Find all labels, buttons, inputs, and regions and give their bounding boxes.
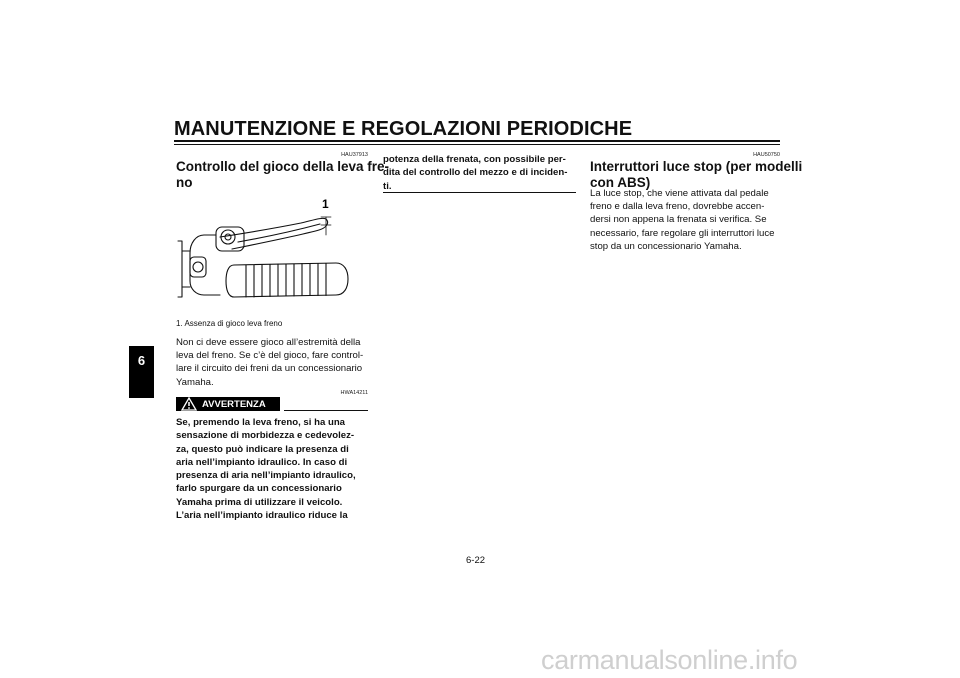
warning-line: L’aria nell’impianto idraulico riduce la <box>176 510 348 522</box>
page-title: MANUTENZIONE E REGOLAZIONI PERIODICHE <box>174 118 633 140</box>
body-line: La luce stop, che viene attivata dal pedale <box>590 188 769 199</box>
section-code: HAU37913 <box>341 152 368 158</box>
warning-line: aria nell’impianto idraulico. In caso di <box>176 456 348 468</box>
warning-line: farlo spurgare da un concessionario <box>176 483 342 495</box>
figure-callout: 1 <box>322 197 329 211</box>
body-line: Non ci deve essere gioco all’estremità della <box>176 337 361 348</box>
warning-line: Yamaha prima di utilizzare il veicolo. <box>176 496 343 508</box>
section-body <box>590 187 786 253</box>
heading-line: Controllo del gioco della leva fre- <box>176 159 390 174</box>
body-line: dersi non appena la frenata si verifica. Se <box>590 214 767 226</box>
header-rule <box>174 140 780 142</box>
header-rule-thin <box>174 144 780 145</box>
figure-caption: 1. Assenza di gioco leva freno <box>176 319 283 328</box>
warning-label: AVVERTENZA <box>202 398 266 410</box>
section-body <box>176 336 372 389</box>
warning-rule <box>284 410 368 411</box>
body-line: leva del freno. Se c’è del gioco, fare control- <box>176 350 364 362</box>
chapter-number: 6 <box>137 353 146 368</box>
warning-continued <box>383 153 579 193</box>
warning-end-rule <box>383 192 576 193</box>
heading-line: Interruttori luce stop (per modelli <box>590 159 803 174</box>
warning-code: HWA14211 <box>340 390 368 396</box>
body-line: Yamaha. <box>176 376 214 388</box>
chapter-tab <box>129 346 154 398</box>
heading-line: con ABS) <box>590 175 651 190</box>
body-line: stop da un concessionario Yamaha. <box>590 240 742 252</box>
warning-line: sensazione di morbidezza e cedevolez- <box>176 430 355 442</box>
heading-line: no <box>176 175 193 190</box>
warning-box <box>176 397 280 411</box>
warning-line: dita del controllo del mezzo e di inciden- <box>383 167 568 179</box>
warning-line: Se, premendo la leva freno, si ha una <box>176 417 346 428</box>
body-line: freno e dalla leva freno, dovrebbe accen- <box>590 201 765 213</box>
warning-text <box>176 416 372 522</box>
lever-blade <box>220 218 328 249</box>
body-line: lare il circuito dei freni da un concessionario <box>176 363 363 375</box>
page-number: 6-22 <box>466 555 486 566</box>
brake-lever-figure <box>176 195 368 307</box>
warning-line: potenza della frenata, con possibile per- <box>383 154 566 165</box>
warning-line: presenza di aria nell’impianto idraulico, <box>176 470 356 482</box>
warning-line: ti. <box>383 180 392 192</box>
watermark: carmanualsonline.info <box>541 645 798 675</box>
warning-triangle-icon <box>181 397 197 411</box>
section-code: HAU50750 <box>753 152 780 158</box>
body-line: necessario, fare regolare gli interruttori luce <box>590 227 775 239</box>
warning-line: za, questo può indicare la presenza di <box>176 443 349 455</box>
